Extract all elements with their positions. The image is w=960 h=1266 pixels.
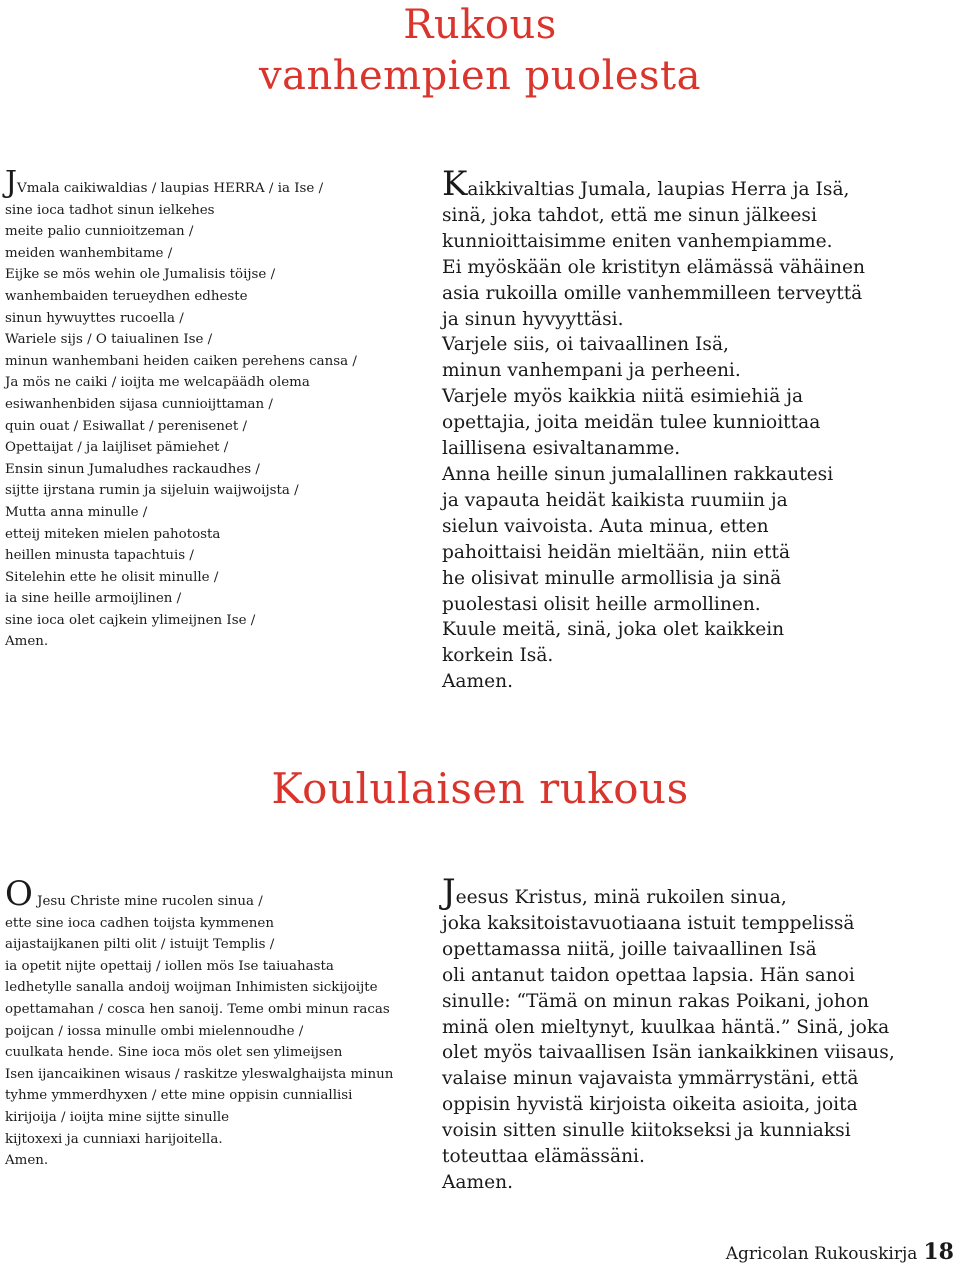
text-line: Mutta anna minulle / [5,504,148,520]
text-line: sielun vaivoista. Auta minua, etten [442,515,769,537]
text-line: quin ouat / Esiwallat / perenisenet / [5,418,247,434]
text-line: kunnioittaisimme eniten vanhempiamme. [442,230,833,252]
old-first-line-text: Jesu Christe mine rucolen sinua / [32,894,263,909]
text-line: Wariele sijs / O taiualinen Ise / [5,332,213,348]
text-line: wanhembaiden terueydhen edheste [5,288,248,304]
old-prayer-schoolchild [5,874,425,1172]
text-line: Ei myöskään ole kristityn elämässä vähäinen [442,256,865,278]
text-line: ledhetylle sanalla andoij woijman Inhimisten sickijoijte [5,980,378,996]
old-first-line [5,165,415,200]
text-line: aijastaijkanen pilti olit / istuijt Templis / [5,937,275,953]
text-line: sijtte ijrstana rumin ja sijeluin waijwoijsta / [5,483,299,499]
drop-cap: J [442,872,456,912]
text-line: sine ioca olet cajkein ylimeijnen Ise / [5,612,256,628]
text-line: asia rukoilla omille vanhemmilleen terveyttä [442,282,863,304]
page-footer [726,1240,954,1266]
text-line: sinun hywuyttes rucoella / [5,310,184,326]
text-line: Aamen. [442,1171,514,1193]
text-line: ia opetit nijte opettaij / iollen mös Ise taiuahasta [5,958,334,974]
text-line: minun vanhempani ja perheeni. [442,360,741,382]
text-line: esiwanhenbiden sijasa cunnioijttaman / [5,396,273,412]
text-line: puolestasi olisit heille armollinen. [442,593,761,615]
text-line: Aamen. [442,671,514,693]
page-number: 18 [923,1239,954,1265]
text-line: pahoittaisi heidän mieltään, niin että [442,541,791,563]
text-line: opettamahan / cosca hen sanoij. Teme ombi minun racas [5,1001,390,1017]
title-line-2: vanhempien puolesta [259,53,701,99]
modern-first-line [442,872,942,912]
text-line: Eijke se mös wehin ole Jumalisis töijse / [5,267,276,283]
modern-prayer-parents [442,164,942,695]
book-title: Agricolan Rukouskirja [725,1244,918,1264]
text-line: opettamassa niitä, joille taivaallinen Isä [442,938,817,960]
text-line: poijcan / iossa minulle ombi mielennoudhe / [5,1023,304,1039]
text-line: toteuttaa elämässäni. [442,1146,645,1168]
section-title-schoolchild: Koululaisen rukous [271,764,689,813]
text-line: Kuule meitä, sinä, joka olet kaikkein [442,619,785,641]
text-line: sinulle: “Tämä on minun rakas Poikani, johon [442,990,869,1012]
text-line: kijtoxexi ja cunniaxi harijoitella. [5,1131,223,1147]
text-line: tyhme ymmerdhyxen / ette mine oppisin cunniallisi [5,1088,353,1104]
text-line: heillen minusta tapachtuis / [5,548,194,564]
title-line-1: Rukous [403,2,557,48]
text-line: meite palio cunnioitzeman / [5,224,194,240]
text-line: laillisena esivaltanamme. [442,438,681,460]
text-line: sinä, joka tahdot, että me sinun jälkeesi [442,204,817,226]
drop-cap: K [442,164,468,204]
drop-cap: J [5,165,18,200]
text-line: opettajia, joita meidän tulee kunnioittaa [442,412,821,434]
text-line: Opettaijat / ja laijliset pämiehet / [5,440,229,456]
modern-prayer-schoolchild [442,872,942,1196]
text-line: Amen. [5,1153,49,1169]
old-prayer-parents [5,165,415,653]
text-line: Anna heille sinun jumalallinen rakkautesi [442,463,834,485]
text-line: ja vapauta heidät kaikista ruumiin ja [442,489,788,511]
old-first-line [5,874,425,914]
text-line: kirijoija / ioijta mine sijtte sinulle [5,1109,230,1125]
modern-lines [442,203,942,695]
text-line: he olisivat minulle armollisia ja sinä [442,567,782,589]
modern-first-line-text: aikkivaltias Jumala, laupias Herra ja Isä, [467,179,850,200]
text-line: minun wanhembani heiden caiken perehens cansa / [5,353,357,369]
text-line: Ja mös ne caiki / ioijta me welcapäädh olema [5,375,310,391]
text-line: Varjele siis, oi taivaallinen Isä, [442,334,729,356]
text-line: sine ioca tadhot sinun ielkehes [5,202,215,218]
text-line: Varjele myös kaikkia niitä esimiehiä ja [442,386,804,408]
text-line: meiden wanhembitame / [5,245,173,261]
text-line: ette sine ioca cadhen toijsta kymmenen [5,915,274,931]
text-line: ja sinun hyvyyttäsi. [442,308,624,330]
old-lines [5,913,425,1172]
text-line: korkein Isä. [442,645,554,667]
text-line: ia sine heille armoijlinen / [5,591,182,607]
old-first-line-text: Vmala caikiwaldias / laupias HERRA / ia Ise / [17,181,324,196]
text-line: oli antanut taidon opettaa lapsia. Hän sanoi [442,964,855,986]
text-line: Isen ijancaikinen wisaus / raskitze yleswalghaijsta minun [5,1066,394,1082]
text-line: joka kaksitoistavuotiaana istuit temppelissä [442,912,855,934]
drop-cap: O [5,874,33,914]
text-line: valaise minun vajavaista ymmärrystäni, että [442,1068,859,1090]
text-line: Sitelehin ette he olisit minulle / [5,569,219,585]
text-line: voisin sitten sinulle kiitokseksi ja kunniaksi [442,1120,851,1142]
modern-first-line-text: eesus Kristus, minä rukoilen sinua, [455,887,787,908]
text-line: Ensin sinun Jumaludhes rackaudhes / [5,461,260,477]
text-line: cuulkata hende. Sine ioca mös olet sen ylimeijsen [5,1045,343,1061]
text-line: oppisin hyvistä kirjoista oikeita asioita, joita [442,1094,858,1116]
text-line: minä olen mieltynyt, kuulkaa häntä.” Sinä, joka [442,1016,890,1038]
text-line: etteij miteken mielen pahotosta [5,526,221,542]
text-line: olet myös taivaallisen Isän iankaikkinen viisaus, [442,1042,895,1064]
text-line: Amen. [5,634,49,650]
modern-first-line [442,164,942,204]
modern-lines [442,911,942,1196]
old-lines [5,200,415,653]
